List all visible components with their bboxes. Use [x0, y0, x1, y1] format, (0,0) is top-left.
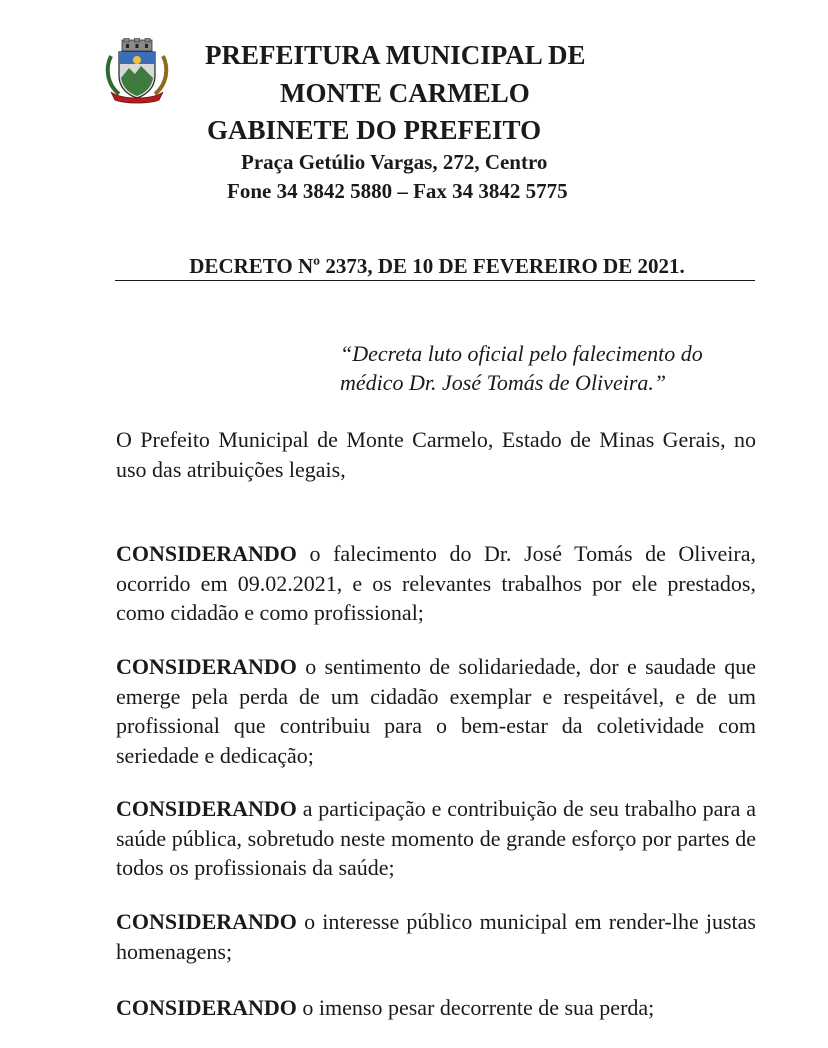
ementa-line-2: médico Dr. José Tomás de Oliveira.” — [340, 370, 667, 395]
header-line-city: MONTE CARMELO — [280, 78, 530, 108]
decree-title: DECRETO Nº 2373, DE 10 DE FEVEREIRO DE 2021. — [189, 254, 685, 278]
decree-preamble: O Prefeito Municipal de Monte Carmelo, Estado de Minas Gerais, no uso das atribuições legais, — [116, 427, 756, 482]
considerando-paragraph — [116, 794, 756, 883]
considerando-keyword: CONSIDERANDO — [116, 796, 297, 821]
considerando-keyword: CONSIDERANDO — [116, 541, 297, 566]
considerando-text: a participação e contribuição de seu trabalho para a saúde pública, sobretudo neste momento de grande esforço por partes de todos os profissionais da saúde; — [116, 796, 756, 880]
title-underline — [115, 280, 755, 281]
considerando-keyword: CONSIDERANDO — [116, 654, 297, 679]
decree-ementa — [340, 339, 760, 397]
header-phone: Fone 34 3842 5880 – Fax 34 3842 5775 — [227, 179, 568, 203]
header-address: Praça Getúlio Vargas, 272, Centro — [241, 150, 548, 174]
considerando-text: o interesse público municipal em render-lhe justas homenagens; — [116, 909, 756, 964]
considerando-paragraph — [116, 907, 756, 966]
municipal-coat-of-arms-icon — [103, 38, 171, 104]
considerando-text: o imenso pesar decorrente de sua perda; — [296, 995, 655, 1020]
considerando-paragraph — [116, 993, 756, 1023]
considerando-keyword: CONSIDERANDO — [116, 995, 297, 1020]
considerando-text: o sentimento de solidariedade, dor e saudade que emerge pela perda de um cidadão exemplar e respeitável, e de um profissional que contribuiu para o bem-estar da coletividade com seriedade e dedicação; — [116, 654, 756, 768]
header-line-gabinete: GABINETE DO PREFEITO — [207, 115, 542, 145]
considerando-paragraph — [116, 652, 756, 770]
header-line-prefeitura: PREFEITURA MUNICIPAL DE — [205, 40, 586, 70]
ementa-line-1: “Decreta luto oficial pelo falecimento do — [340, 341, 703, 366]
considerando-text: o falecimento do Dr. José Tomás de Oliveira, ocorrido em 09.02.2021, e os relevantes trabalhos por ele prestados, como cidadão e como profissional; — [116, 541, 756, 625]
considerando-keyword: CONSIDERANDO — [116, 909, 297, 934]
considerando-paragraph — [116, 539, 756, 628]
